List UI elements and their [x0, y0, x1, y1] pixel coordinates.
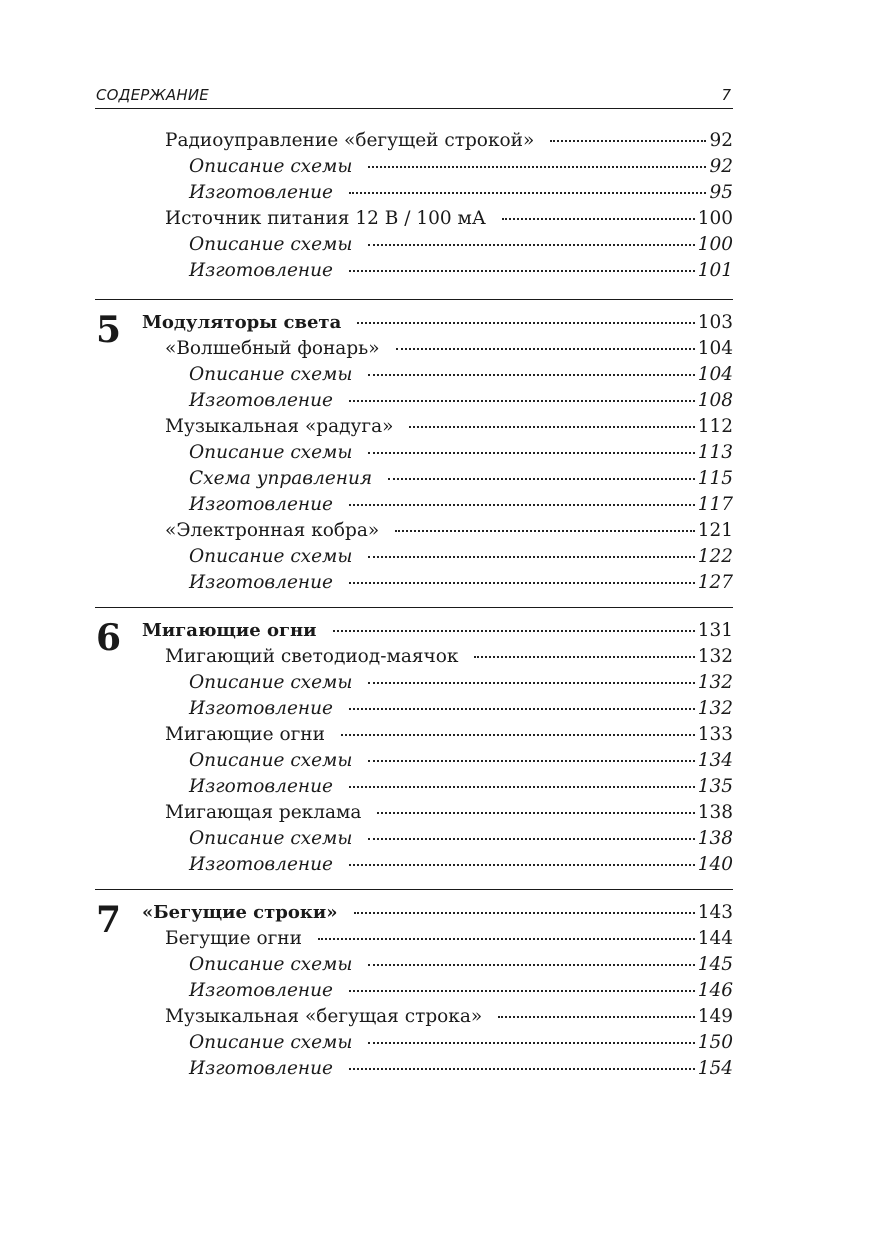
- toc-entry-page: 150: [697, 1032, 733, 1053]
- dot-leader: [354, 911, 695, 914]
- toc-entry-page: 121: [697, 520, 733, 541]
- dot-leader: [349, 989, 695, 992]
- toc-entry-subsection[interactable]: [189, 852, 733, 878]
- chapter-number: 6: [96, 617, 122, 659]
- dot-leader: [349, 581, 695, 584]
- toc-entry-section[interactable]: [165, 1004, 733, 1030]
- toc-entry-label: Описание схемы: [189, 442, 353, 463]
- dot-leader: [368, 451, 694, 454]
- toc-entry-section[interactable]: [165, 206, 733, 232]
- toc-entry-subsection[interactable]: [189, 774, 733, 800]
- dot-leader: [396, 347, 695, 350]
- dot-leader: [368, 837, 694, 840]
- toc-entry-label: Мигающие огни: [165, 724, 325, 745]
- toc-entry-page: 132: [697, 672, 733, 693]
- dot-leader: [349, 269, 695, 272]
- dot-leader: [318, 937, 695, 940]
- toc-entry-section[interactable]: [165, 414, 733, 440]
- toc-entry-section[interactable]: [165, 926, 733, 952]
- toc-entry-label: Источник питания 12 В / 100 мА: [165, 208, 486, 229]
- toc-entry-label: Мигающий светодиод-маячок: [165, 646, 459, 667]
- toc-entry-page: 134: [697, 750, 733, 771]
- toc-entry-label: Изготовление: [189, 1058, 333, 1079]
- toc-chapter-7: [95, 889, 733, 1079]
- toc-entry-page: 149: [697, 1006, 733, 1027]
- dot-leader: [349, 191, 707, 194]
- toc-entry-subsection[interactable]: [189, 1056, 733, 1082]
- toc-entry-label: «Волшебный фонарь»: [165, 338, 380, 359]
- toc-entry-page: 154: [697, 1058, 733, 1079]
- dot-leader: [349, 503, 695, 506]
- toc-entry-subsection[interactable]: [189, 952, 733, 978]
- toc-entry-subsection[interactable]: [189, 748, 733, 774]
- toc-entry-page: 145: [697, 954, 733, 975]
- toc-chapter-6: [95, 607, 733, 875]
- toc-entry-page: 132: [697, 646, 733, 667]
- chapter-number: 5: [96, 309, 122, 351]
- toc-entry-subsection[interactable]: [189, 492, 733, 518]
- dot-leader: [368, 165, 706, 168]
- toc-entry-page: 101: [697, 260, 733, 281]
- toc-entry-section[interactable]: [165, 644, 733, 670]
- toc-entry-page: 122: [697, 546, 733, 567]
- toc-entry-label: Изготовление: [189, 260, 333, 281]
- dot-leader: [341, 733, 695, 736]
- toc-entry-page: 113: [697, 442, 733, 463]
- toc-entry-subsection[interactable]: [189, 180, 733, 206]
- toc-entry-label: Описание схемы: [189, 156, 353, 177]
- toc-entry-section[interactable]: [165, 800, 733, 826]
- toc-entry-page: 104: [697, 364, 733, 385]
- toc-entry-subsection[interactable]: [189, 670, 733, 696]
- toc-entry-label: Изготовление: [189, 572, 333, 593]
- toc-entry-label: Изготовление: [189, 854, 333, 875]
- toc-entry-label: Изготовление: [189, 390, 333, 411]
- toc-entry-subsection[interactable]: [189, 258, 733, 284]
- dot-leader: [368, 681, 694, 684]
- toc-entry-page: 144: [697, 928, 733, 949]
- toc-entry-section[interactable]: [165, 518, 733, 544]
- toc-entry-label: Бегущие огни: [165, 928, 302, 949]
- toc-entry-page: 146: [697, 980, 733, 1001]
- toc-entry-label: «Бегущие строки»: [142, 902, 338, 923]
- toc-entry-label: Описание схемы: [189, 750, 353, 771]
- dot-leader: [349, 785, 695, 788]
- toc-entry-label: Мигающая реклама: [165, 802, 362, 823]
- toc-entry-subsection[interactable]: [189, 544, 733, 570]
- running-header-page-number: 7: [721, 86, 731, 104]
- dot-leader: [377, 811, 694, 814]
- toc-entry-page: 103: [697, 312, 733, 333]
- toc-entry-page: 140: [697, 854, 733, 875]
- dot-leader: [368, 555, 694, 558]
- toc-entry-page: 115: [697, 468, 733, 489]
- toc-entry-label: Описание схемы: [189, 672, 353, 693]
- dot-leader: [349, 1067, 695, 1070]
- toc-entry-page: 92: [709, 130, 733, 151]
- toc-entry-section[interactable]: [165, 336, 733, 362]
- toc-entry-page: 112: [697, 416, 733, 437]
- toc-entry-subsection[interactable]: [189, 1030, 733, 1056]
- toc-entry-page: 95: [709, 182, 733, 203]
- running-header: [95, 84, 733, 109]
- dot-leader: [388, 477, 695, 480]
- toc-entry-chapter[interactable]: [142, 618, 733, 644]
- toc-entry-page: 131: [697, 620, 733, 641]
- toc-entry-label: Схема управления: [189, 468, 373, 489]
- toc-entry-subsection[interactable]: [189, 570, 733, 596]
- dot-leader: [502, 217, 695, 220]
- toc-entry-label: Музыкальная «бегущая строка»: [165, 1006, 483, 1027]
- toc-entry-page: 135: [697, 776, 733, 797]
- toc-entry-label: Описание схемы: [189, 234, 353, 255]
- toc-entry-page: 143: [697, 902, 733, 923]
- dot-leader: [368, 963, 694, 966]
- toc-entry-label: Описание схемы: [189, 364, 353, 385]
- dot-leader: [498, 1015, 694, 1018]
- toc-entry-chapter[interactable]: [142, 310, 733, 336]
- dot-leader: [349, 399, 695, 402]
- dot-leader: [333, 629, 695, 632]
- toc-entry-subsection[interactable]: [189, 466, 733, 492]
- toc-entry-subsection[interactable]: [189, 826, 733, 852]
- toc-entry-label: Изготовление: [189, 698, 333, 719]
- toc-chapter-5: [95, 299, 733, 593]
- toc-entry-subsection[interactable]: [189, 696, 733, 722]
- toc-entry-subsection[interactable]: [189, 232, 733, 258]
- dot-leader: [368, 759, 694, 762]
- toc-entry-page: 117: [697, 494, 733, 515]
- toc-entry-label: Изготовление: [189, 494, 333, 515]
- dot-leader: [550, 139, 706, 142]
- toc-entry-label: Описание схемы: [189, 954, 353, 975]
- toc-entry-label: Мигающие огни: [142, 620, 317, 641]
- toc-entry-page: 108: [697, 390, 733, 411]
- dot-leader: [368, 1041, 694, 1044]
- toc-entry-label: Описание схемы: [189, 1032, 353, 1053]
- toc-entry-label: Модуляторы света: [142, 312, 342, 333]
- dot-leader: [349, 863, 695, 866]
- toc-entry-page: 127: [697, 572, 733, 593]
- dot-leader: [395, 529, 694, 532]
- dot-leader: [368, 243, 694, 246]
- toc-entry-chapter[interactable]: [142, 900, 733, 926]
- toc-entry-page: 92: [709, 156, 733, 177]
- toc-entry-subsection[interactable]: [189, 440, 733, 466]
- toc-entry-subsection[interactable]: [189, 362, 733, 388]
- toc-entry-section[interactable]: [165, 128, 733, 154]
- dot-leader: [368, 373, 694, 376]
- toc-entry-label: Изготовление: [189, 776, 333, 797]
- dot-leader: [349, 707, 695, 710]
- toc-entry-label: «Электронная кобра»: [165, 520, 380, 541]
- toc-entry-label: Описание схемы: [189, 828, 353, 849]
- toc-entry-page: 100: [697, 234, 733, 255]
- chapter-number: 7: [96, 899, 122, 941]
- toc-entry-page: 104: [697, 338, 733, 359]
- toc-entry-label: Изготовление: [189, 182, 333, 203]
- toc-entry-section[interactable]: [165, 722, 733, 748]
- toc-entry-page: 132: [697, 698, 733, 719]
- toc-entry-label: Изготовление: [189, 980, 333, 1001]
- toc-entry-page: 138: [697, 828, 733, 849]
- toc-entry-label: Описание схемы: [189, 546, 353, 567]
- toc-entry-page: 133: [697, 724, 733, 745]
- toc-entry-page: 100: [697, 208, 733, 229]
- dot-leader: [474, 655, 694, 658]
- toc-entry-subsection[interactable]: [189, 388, 733, 414]
- toc-entry-label: Музыкальная «радуга»: [165, 416, 394, 437]
- toc-entry-page: 138: [697, 802, 733, 823]
- toc-entry-subsection[interactable]: [189, 154, 733, 180]
- running-header-title: СОДЕРЖАНИЕ: [96, 86, 209, 104]
- toc-entry-label: Радиоуправление «бегущей строкой»: [165, 130, 535, 151]
- toc-entry-subsection[interactable]: [189, 978, 733, 1004]
- dot-leader: [357, 321, 694, 324]
- dot-leader: [409, 425, 694, 428]
